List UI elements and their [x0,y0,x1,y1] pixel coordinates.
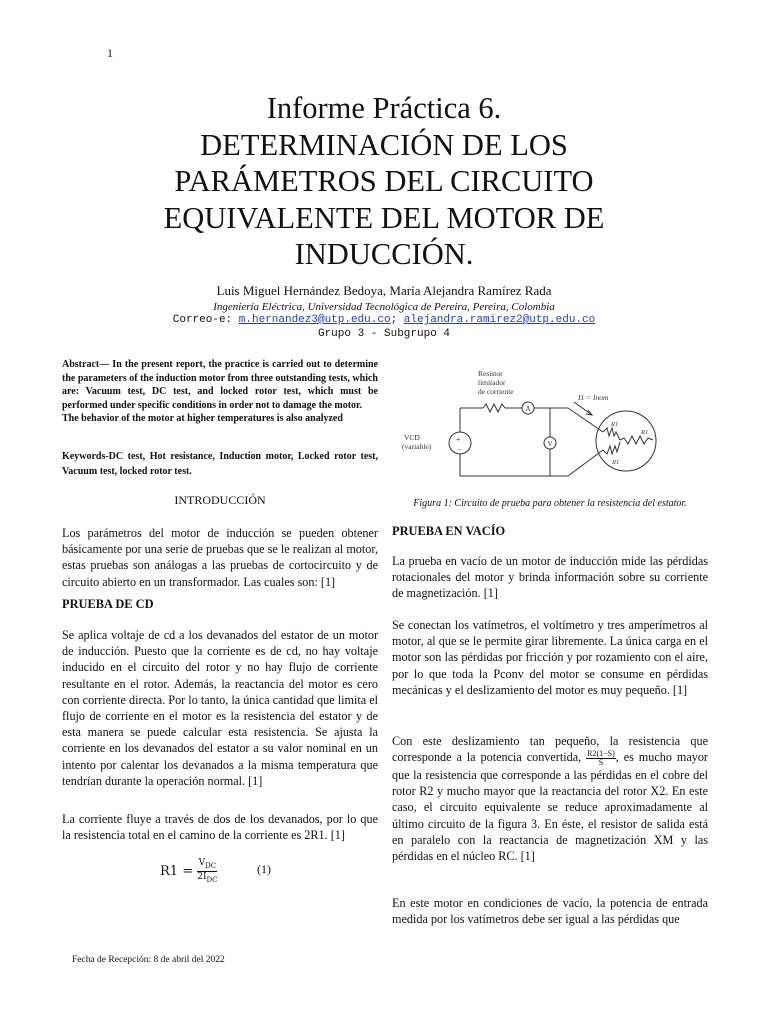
affiliation: Ingeniería Eléctrica, Universidad Tecnológica de Pereira, Pereira, Colombia [213,301,555,313]
vacio-heading: PRUEBA EN VACÍO [392,524,506,538]
title-line: INDUCCIÓN. [294,237,474,271]
keywords: Keywords-DC test, Hot resistance, Induction motor, Locked rotor test, Vacuum test, locked rotor test. [62,451,378,477]
email-separator: ; [390,314,404,326]
email-line [60,314,708,326]
email-link-1[interactable]: m.hernandez3@utp.edu.co [238,314,391,326]
vcd-variable-label: (variable) [402,442,432,451]
authors: Luis Miguel Hernández Bedoya, María Alejandra Ramírez Rada [216,283,552,298]
vacio-paragraph-3 [392,733,708,864]
title-line: PARÁMETROS DEL CIRCUITO [174,164,594,198]
vacio-paragraph-4: En este motor en condiciones de vacío, la potencia de entrada medida por los vatímetros debe ser igual a las pérdidas que [392,896,708,927]
inline-fraction-numerator: R2(1−S) [587,748,615,758]
current-label: I1 = Inom [578,393,609,402]
resistor-label-1: Resistor [478,369,503,378]
r1-label-right: R1 [641,429,649,436]
inline-fraction-denominator: S [598,757,604,767]
paper-title [60,90,708,273]
source-minus: − [457,445,462,454]
figure-caption: Figura 1: Circuito de prueba para obtener la resistencia del estator. [413,498,687,509]
inline-fraction [586,750,616,767]
title-line: EQUIVALENTE DEL MOTOR DE [163,200,605,235]
equation-denominator: $2I_{DC}$ [197,871,218,884]
title-line: DETERMINACIÓN DE LOS [200,127,568,162]
abstract-text-2: The behavior of the motor at higher temperatures is also analyzed [62,413,343,424]
abstract-label: Abstract— [62,359,110,370]
equation-number: (1) [257,862,271,876]
reception-date: Fecha de Recepción: 8 de abril del 2022 [72,955,225,965]
equation-1 [160,858,217,885]
vacio-p3-start: Con este deslizamiento tan pequeño, la resistencia que corresponde a la potencia convertida, [392,734,708,765]
equation-lhs: R1 = [160,863,198,879]
email-link-2[interactable]: alejandra.ramirez2@utp.edu.co [403,314,596,326]
voltmeter-label: V [547,440,553,448]
circuit-diagram [398,360,710,486]
group-line: Grupo 3 - Subgrupo 4 [317,328,451,340]
vcd-label: VCD [404,433,420,442]
dc-paragraph-1: Se aplica voltaje de cd a los devanados del estator de un motor de inducción. Puesto que la corriente es de cd, no hay voltaje inducido en el circuito del rotor y no hay flujo de corriente resultante en el rotor. Además, la reactancia del motor es cero con corriente directa. Por lo tanto, la única cantidad que limita el flujo de corriente en el motor es la resistencia del estator y de esta manera se puede calcular esta resistencia. Se ajusta la corriente en los devanados del estator a su valor nominal en un intento por calentar los devanados a la misma temperatura que tendrían durante la operación normal. [1] [62,628,378,788]
vacio-p3-end: , es mucho mayor que la resistencia que corresponde a las pérdidas en el cobre del rotor R2 y mucho mayor que la reactancia del rotor X2. En este caso, el circuito equivalente se reduce aproximadamente al último circuito de la figura 3. En éste, el resistor de salida está en paralelo con la reactancia de magnetización XM y las pérdidas en el núcleo RC. [1] [392,750,708,863]
equation-fraction [197,858,217,885]
intro-paragraph: Los parámetros del motor de inducción se pueden obtener básicamente por una serie de pruebas que se le realizan al motor, estas pruebas son análogas a las pruebas de cortocircuito y de circuito abierto en un transformador. Las cuales son: [1] [62,526,378,589]
intro-heading: INTRODUCCIÓN [174,493,266,507]
resistor-label-3: de corriente [478,387,514,396]
r1-label-top: R1 [611,421,619,428]
r1-label-bottom: R1 [612,459,620,466]
dc-heading: PRUEBA DE CD [62,597,154,611]
email-prefix: Correo-e: [172,314,239,326]
ammeter-label: A [525,405,531,413]
vacio-paragraph-1: La prueba en vacío de un motor de inducción mide las pérdidas rotacionales del motor y brinda información sobre su corriente de magnetización. [1] [392,554,708,601]
dc-paragraph-2: La corriente fluye a través de dos de los devanados, por lo que la resistencia total en el camino de la corriente es 2R1. [1] [62,812,378,843]
vacio-paragraph-2: Se conectan los vatímetros, el voltímetro y tres amperímetros al motor, al que se le permite girar libremente. La única carga en el motor son las pérdidas por fricción y por rozamiento con el aire, por lo que toda la Pconv del motor se consume en pérdidas mecánicas y el deslizamiento del motor es muy pequeño. [1] [392,618,708,697]
resistor-label-2: limitador [478,378,506,387]
title-line: Informe Práctica 6. [266,91,502,125]
abstract [62,358,378,426]
abstract-text: In the present report, the practice is carried out to determine the parameters of the induction motor from three outstanding tests, which are: Vacuum test, DC test, and locked rotor test, which must be performed under specific conditions in order not to damage the motor. [62,359,378,411]
page-number: 1 [107,46,113,60]
equation-numerator: $V_{DC}$ [198,858,217,870]
source-plus: + [456,435,461,444]
